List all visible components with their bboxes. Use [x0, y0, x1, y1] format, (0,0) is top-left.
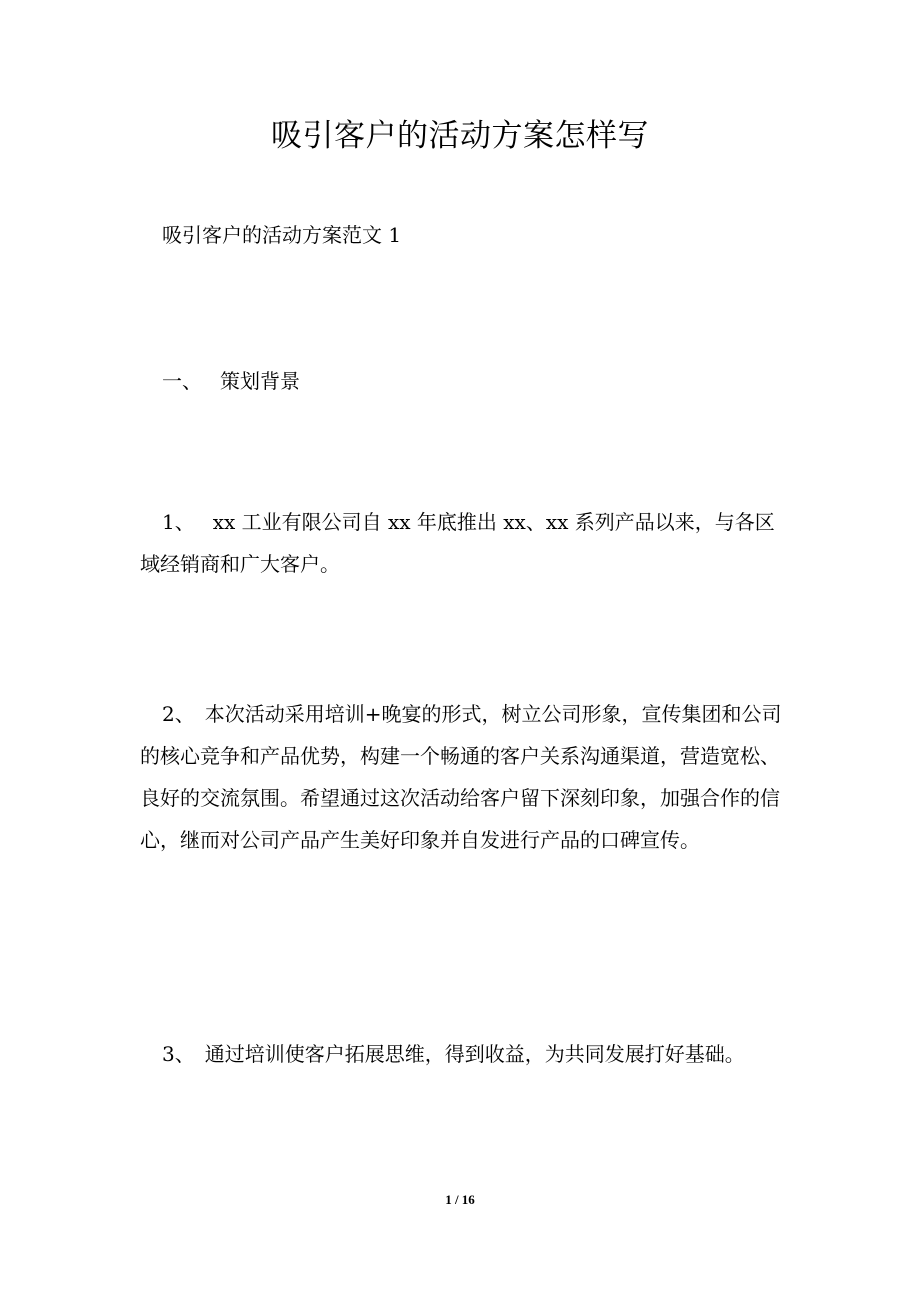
section-heading [162, 360, 812, 402]
paragraph-1 [140, 501, 790, 585]
item-number: 3、 [162, 1042, 195, 1066]
paragraph-2 [140, 693, 790, 861]
section-title: 策划背景 [220, 369, 300, 393]
item-number: 1、 [162, 510, 195, 534]
item-text: 本次活动采用培训+晚宴的形式，树立公司形象，宣传集团和公司的核心竞争和产品优势，构建一个畅通的客户关系沟通渠道，营造宽松、良好的交流氛围。希望通过这次活动给客户留下深刻印象，加强合作的信心，继而对公司产品产生美好印象并自发进行产品的口碑宣传。 [140, 702, 782, 852]
item-text: xx 工业有限公司自 xx 年底推出 xx、xx 系列产品以来，与各区域经销商和广大客户。 [140, 510, 775, 576]
paragraph-3 [140, 1033, 790, 1075]
subtitle: 吸引客户的活动方案范文 1 [162, 223, 402, 247]
item-text: 通过培训使客户拓展思维，得到收益，为共同发展打好基础。 [204, 1042, 745, 1066]
section-number: 一、 [162, 369, 202, 393]
document-title: 吸引客户的活动方案怎样写 [271, 118, 649, 154]
item-number: 2、 [162, 702, 195, 726]
page-indicator: 1 / 16 [445, 1192, 475, 1207]
